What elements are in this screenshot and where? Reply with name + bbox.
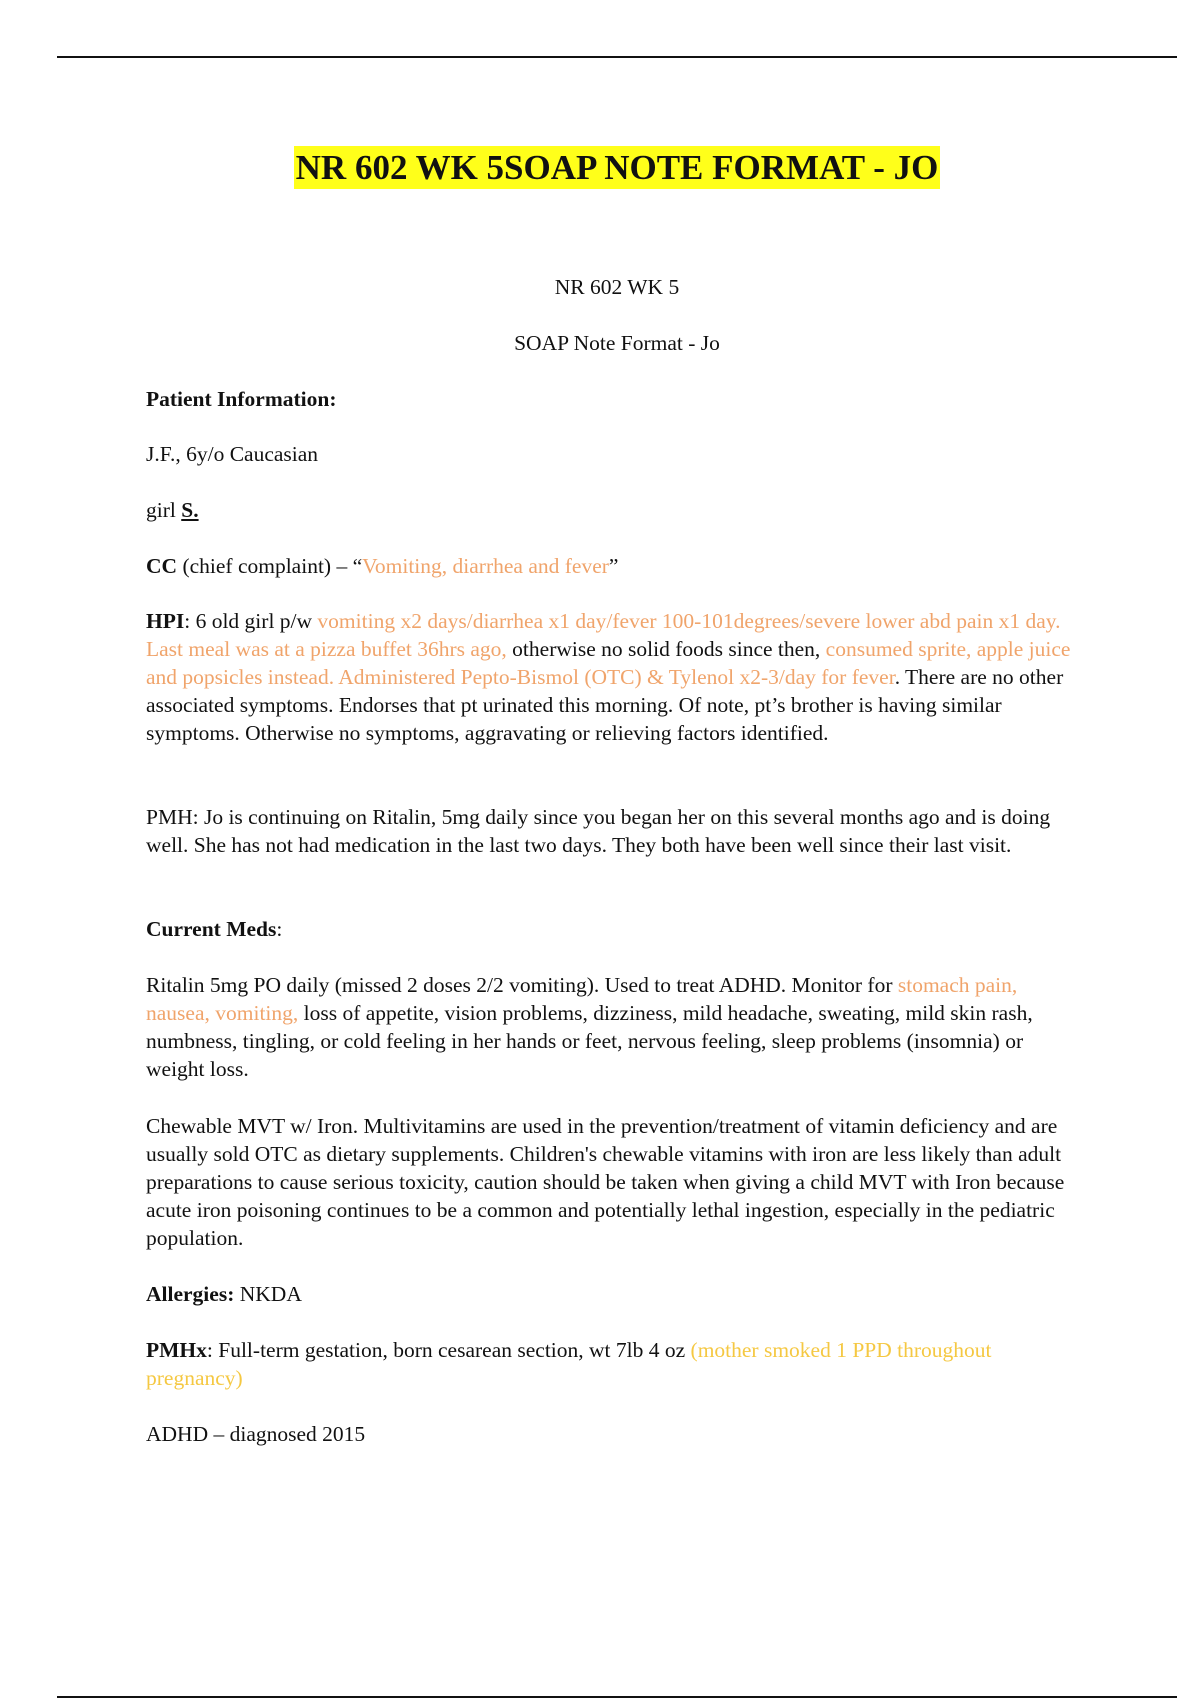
document-title [0, 148, 1200, 188]
hpi-paragraph [146, 607, 1084, 747]
adhd-line: ADHD – diagnosed 2015 [146, 1422, 366, 1446]
pmhx-paragraph [146, 1336, 1084, 1392]
cc-text-b: ” [608, 554, 619, 578]
girl-text: girl [146, 498, 182, 522]
subtitle-course: NR 602 WK 5 [554, 275, 680, 299]
hpi-text-a: : 6 old girl p/w [184, 609, 318, 633]
current-meds-heading [146, 915, 1084, 943]
document-title-text: NR 602 WK 5SOAP NOTE FORMAT - JO [295, 148, 939, 187]
allergies-line [146, 1280, 1084, 1308]
subjective-marker: S. [181, 498, 199, 522]
bottom-rule [57, 1696, 1177, 1698]
ritalin-text-a: Ritalin 5mg PO daily (missed 2 doses 2/2 vomiting). Used to treat ADHD. Monitor for [146, 973, 898, 997]
ritalin-text-b: loss of appetite, vision problems, dizziness, mild headache, sweating, mild skin rash, numbness, tingling, or cold feeling in her hands or feet, nervous feeling, sleep problems (insomnia) or weight loss. [146, 1001, 1033, 1081]
allergies-value: NKDA [234, 1282, 302, 1306]
patient-info-line: J.F., 6y/o Caucasian [146, 442, 319, 466]
pmhx-text-a: : Full-term gestation, born cesarean section, wt 7lb 4 oz [206, 1338, 691, 1362]
cc-label: CC [146, 554, 178, 578]
chief-complaint [146, 552, 1084, 580]
hpi-highlight-1: vomiting x2 days/diarrhea x1 day/fever 100-101degrees/severe lower abd pain x1 day. Last meal was at a pizza buffet 36hrs ago, [146, 609, 1061, 661]
patient-info-heading: Patient Information: [146, 387, 337, 411]
pmh-paragraph: PMH: Jo is continuing on Ritalin, 5mg daily since you began her on this several months ago and is doing well. She has not had medication in the last two days. They both have been well since their last visit. [146, 805, 1051, 857]
top-rule [57, 56, 1177, 58]
ritalin-highlight: stomach pain, nausea, vomiting, [146, 973, 1018, 1025]
cc-quote: Vomiting, diarrhea and fever [362, 554, 609, 578]
allergies-label: Allergies: [146, 1282, 235, 1306]
ritalin-paragraph [146, 971, 1084, 1083]
hpi-text-c: . There are no other associated symptoms. Endorses that pt urinated this morning. Of note, pt’s brother is having similar symptoms. Otherwise no symptoms, aggravating or relieving factors identified. [146, 665, 1064, 745]
mvt-paragraph: Chewable MVT w/ Iron. Multivitamins are used in the prevention/treatment of vitamin deficiency and are usually sold OTC as dietary supplements. Children's chewable vitamins with iron are less likely than adult preparations to cause serious toxicity, caution should be taken when giving a child MVT with Iron because acute iron poisoning continues to be a common and potentially lethal ingestion, especially in the pediatric population. [146, 1114, 1065, 1250]
current-meds-label: Current Meds [146, 917, 277, 941]
hpi-highlight-2: consumed sprite, apple juice and popsicles instead. Administered Pepto-Bismol (OTC) & Tylenol x2-3/day for fever [146, 637, 1071, 689]
hpi-label: HPI [146, 609, 185, 633]
hpi-text-b: otherwise no solid foods since then, [506, 637, 826, 661]
pmhx-highlight: (mother smoked 1 PPD throughout pregnancy) [146, 1338, 992, 1390]
cc-text-a: (chief complaint) – “ [177, 554, 363, 578]
subtitle-note-format: SOAP Note Format - Jo [514, 331, 720, 355]
current-meds-colon: : [276, 917, 283, 941]
girl-subjective-line [146, 496, 1084, 524]
pmhx-label: PMHx [146, 1338, 207, 1362]
